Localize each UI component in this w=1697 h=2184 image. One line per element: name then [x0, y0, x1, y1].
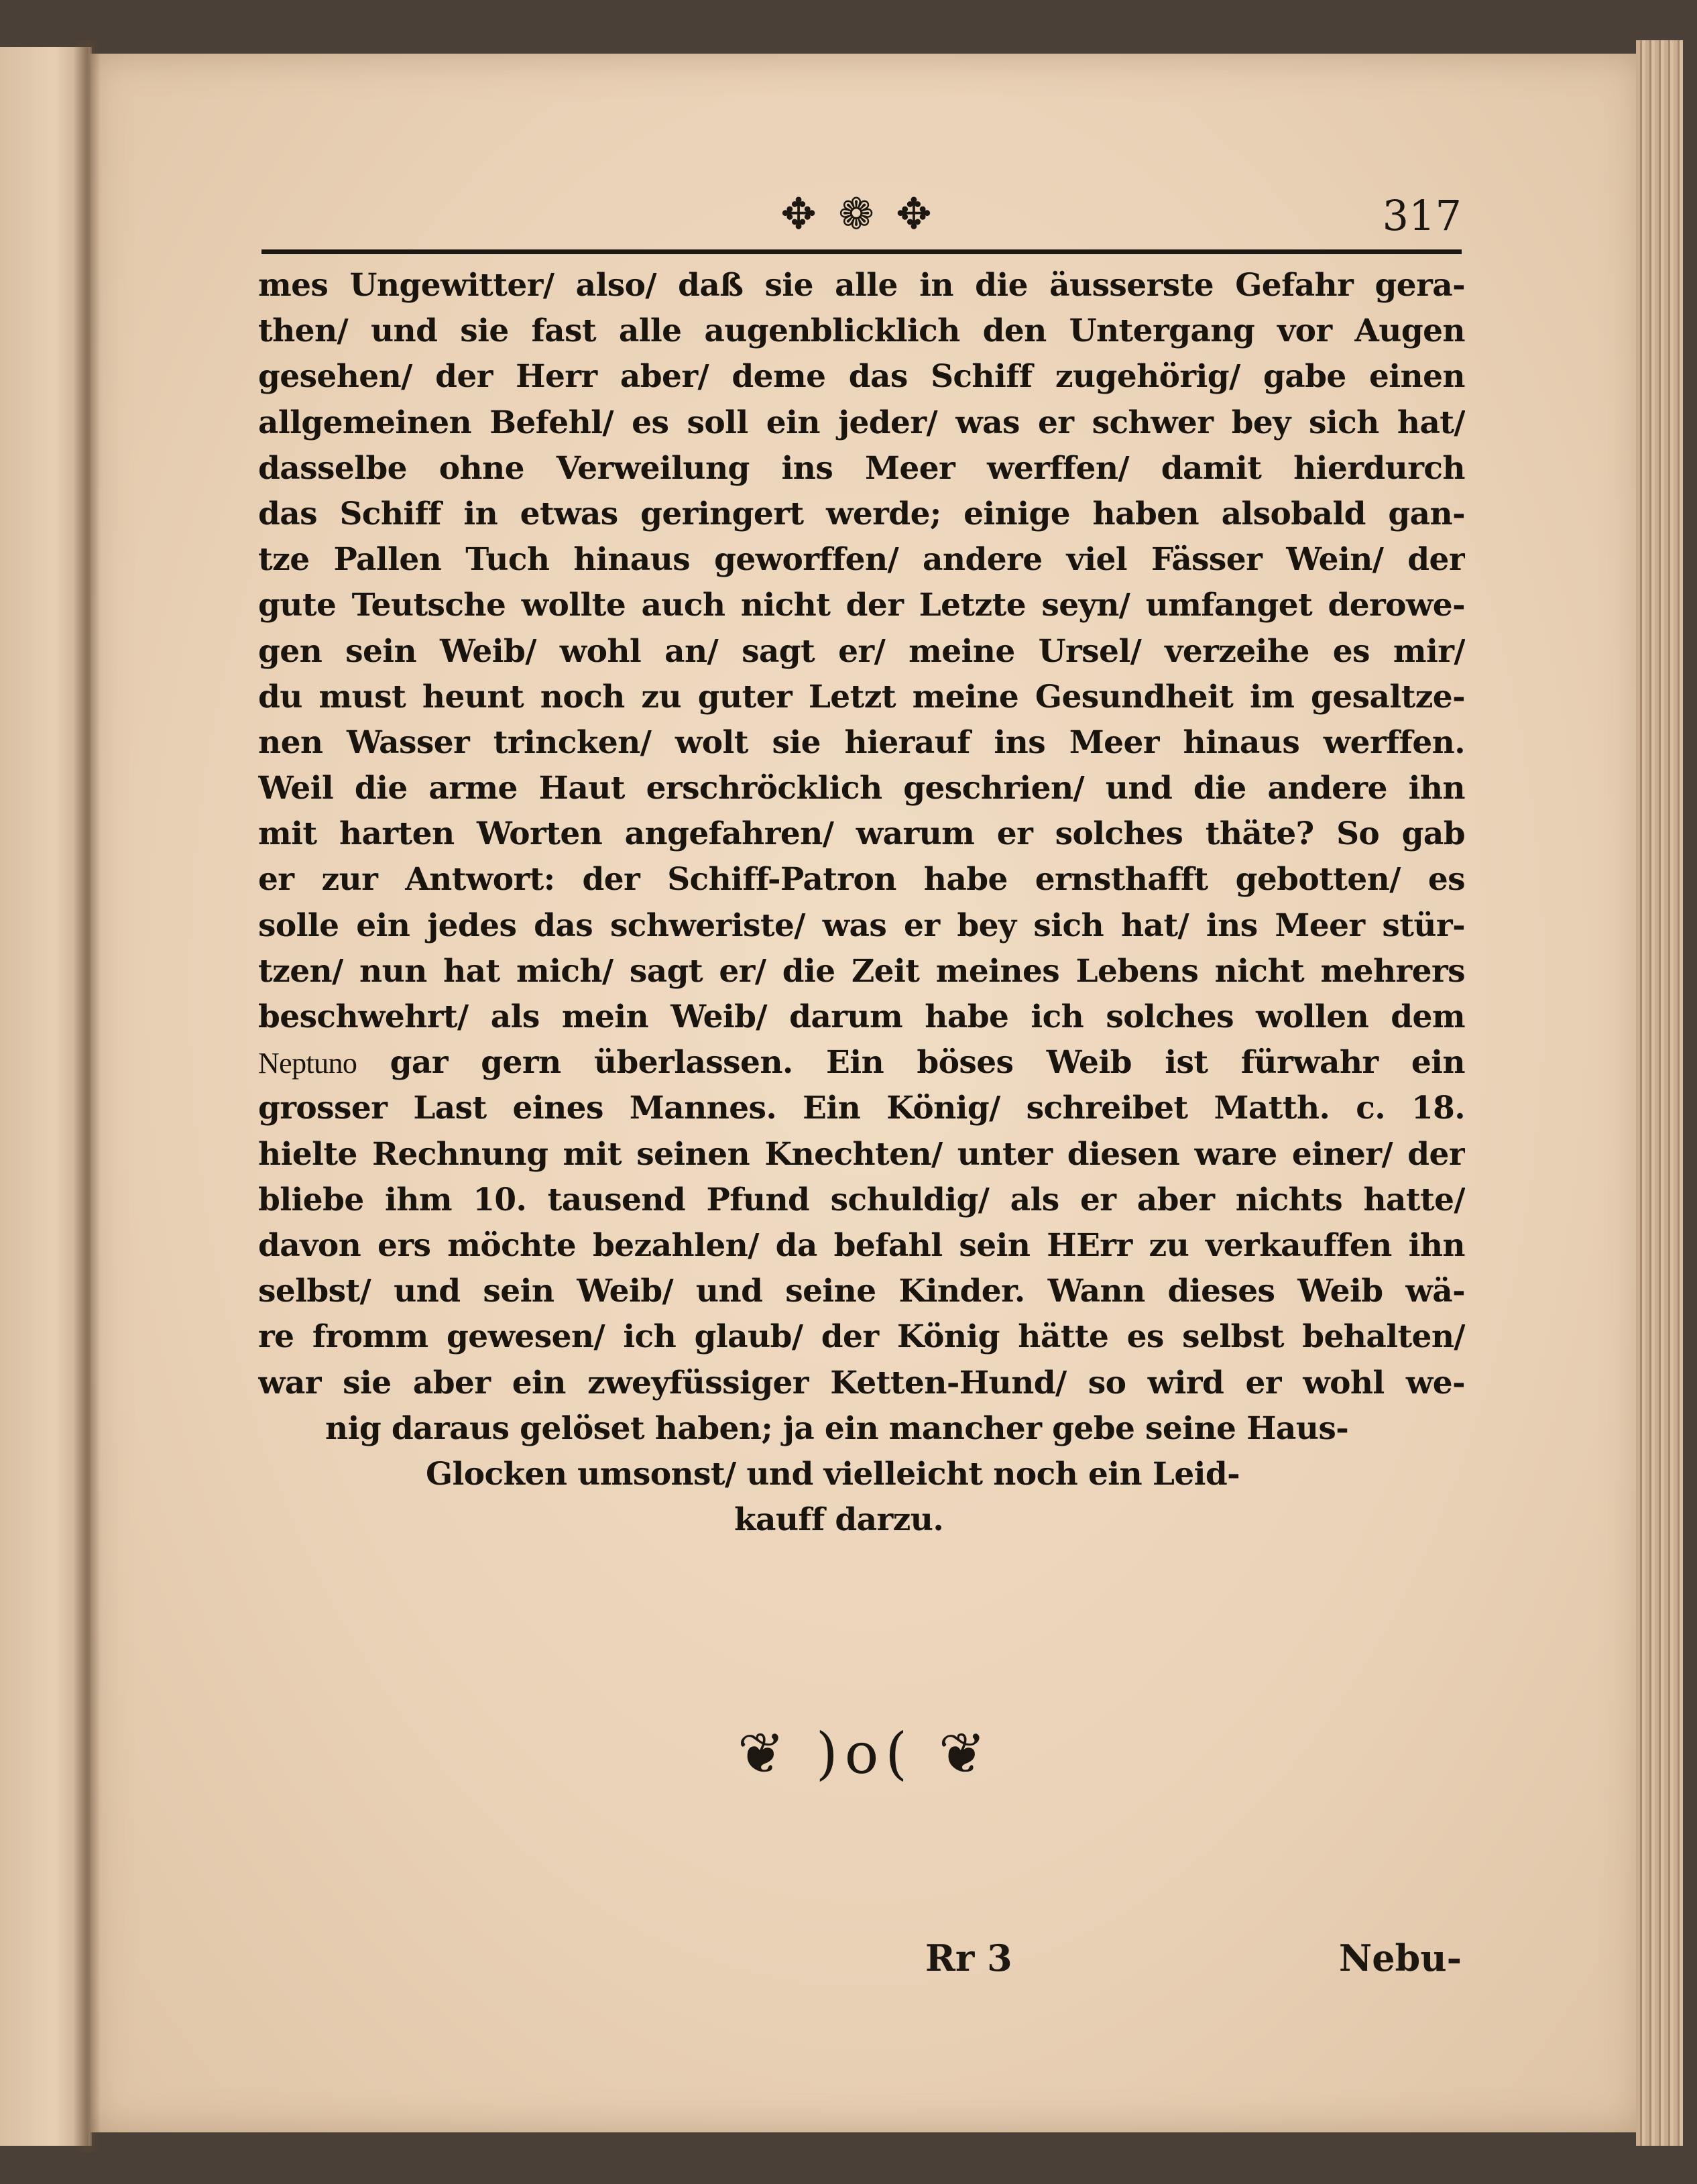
text-line: gute Teutsche wollte auch nicht der Letzte seyn/ umfanget derowe-	[258, 587, 1465, 624]
text-line: nen Wasser trincken/ wolt sie hierauf ins Meer hinaus werffen.	[258, 724, 1465, 761]
page-stack-edge	[1636, 40, 1683, 2146]
text-line: kauff darzu.	[734, 1501, 944, 1539]
text-line: tze Pallen Tuch hinaus geworffen/ andere viel Fässer Wein/ der	[258, 541, 1465, 579]
text-line: tzen/ nun hat mich/ sagt er/ die Zeit meines Lebens nicht mehrers	[258, 952, 1465, 990]
text-line: du must heunt noch zu guter Letzt meine Gesundheit im gesaltze-	[258, 678, 1465, 715]
text-line: solle ein jedes das schweriste/ was er bey sich hat/ ins Meer stür-	[258, 907, 1465, 944]
text-line: allgemeinen Befehl/ es soll ein jeder/ was er schwer bey sich hat/	[258, 404, 1465, 441]
catchword: Nebu-	[1338, 1937, 1462, 1979]
text-line: gesehen/ der Herr aber/ deme das Schiff zugehörig/ gabe einen	[258, 358, 1465, 396]
text-line: dasselbe ohne Verweilung ins Meer werffen/ damit hierdurch	[258, 449, 1465, 487]
text-line: Glocken umsonst/ und vielleicht noch ein Leid-	[426, 1455, 1240, 1493]
text-line: davon ers möchte bezahlen/ da befahl sein HErr zu verkauffen ihn	[258, 1226, 1465, 1264]
text-line: er zur Antwort: der Schiff-Patron habe ernsthafft gebotten/ es	[258, 861, 1465, 899]
text-line: selbst/ und sein Weib/ und seine Kinder. Wann dieses Weib wä-	[258, 1273, 1465, 1310]
text-line: mit harten Worten angefahren/ warum er solches thäte? So gab	[258, 815, 1465, 853]
text-line: bliebe ihm 10. tausend Pfund schuldig/ als er aber nichts hatte/	[258, 1181, 1465, 1218]
page-number: 317	[1382, 191, 1462, 240]
signature-mark: Rr 3	[925, 1937, 1012, 1979]
running-header	[261, 188, 1462, 248]
header-rule	[261, 249, 1462, 254]
text-line: then/ und sie fast alle augenblicklich den Untergang vor Augen	[258, 312, 1465, 350]
text-line: hielte Rechnung mit seinen Knechten/ unter diesen ware einer/ der	[258, 1135, 1465, 1173]
body-text	[258, 263, 1465, 1539]
tailpiece-ornament: ❦ )o( ❦	[737, 1721, 993, 1786]
text-line: gen sein Weib/ wohl an/ sagt er/ meine Ursel/ verzeihe es mir/	[258, 632, 1465, 670]
header-ornament: ✥ ❁ ✥	[780, 190, 936, 239]
text-line: re fromm gewesen/ ich glaub/ der König hätte es selbst behalten/	[258, 1318, 1465, 1356]
text-line: war sie aber ein zweyfüssiger Ketten-Hund/ so wird er wohl we-	[258, 1364, 1465, 1401]
text-line: Weil die arme Haut erschröcklich geschrien/ und die andere ihn	[258, 770, 1465, 807]
book-gutter	[74, 40, 101, 2152]
text-line	[258, 1040, 1465, 1086]
text-line: grosser Last eines Mannes. Ein König/ schreibet Matth. c. 18.	[258, 1090, 1465, 1127]
text-line: mes Ungewitter/ also/ daß sie alle in die äusserste Gefahr gera-	[258, 267, 1465, 304]
text-line-rest: gar gern überlassen. Ein böses Weib ist fürwahr ein	[390, 1044, 1465, 1082]
text-line: beschwehrt/ als mein Weib/ darum habe ich solches wollen dem	[258, 998, 1465, 1035]
text-line: das Schiff in etwas geringert werde; einige haben alsobald gan-	[258, 495, 1465, 532]
text-line: nig daraus gelöset haben; ja ein mancher gebe seine Haus-	[325, 1410, 1349, 1447]
latin-word: Neptuno	[258, 1047, 357, 1080]
